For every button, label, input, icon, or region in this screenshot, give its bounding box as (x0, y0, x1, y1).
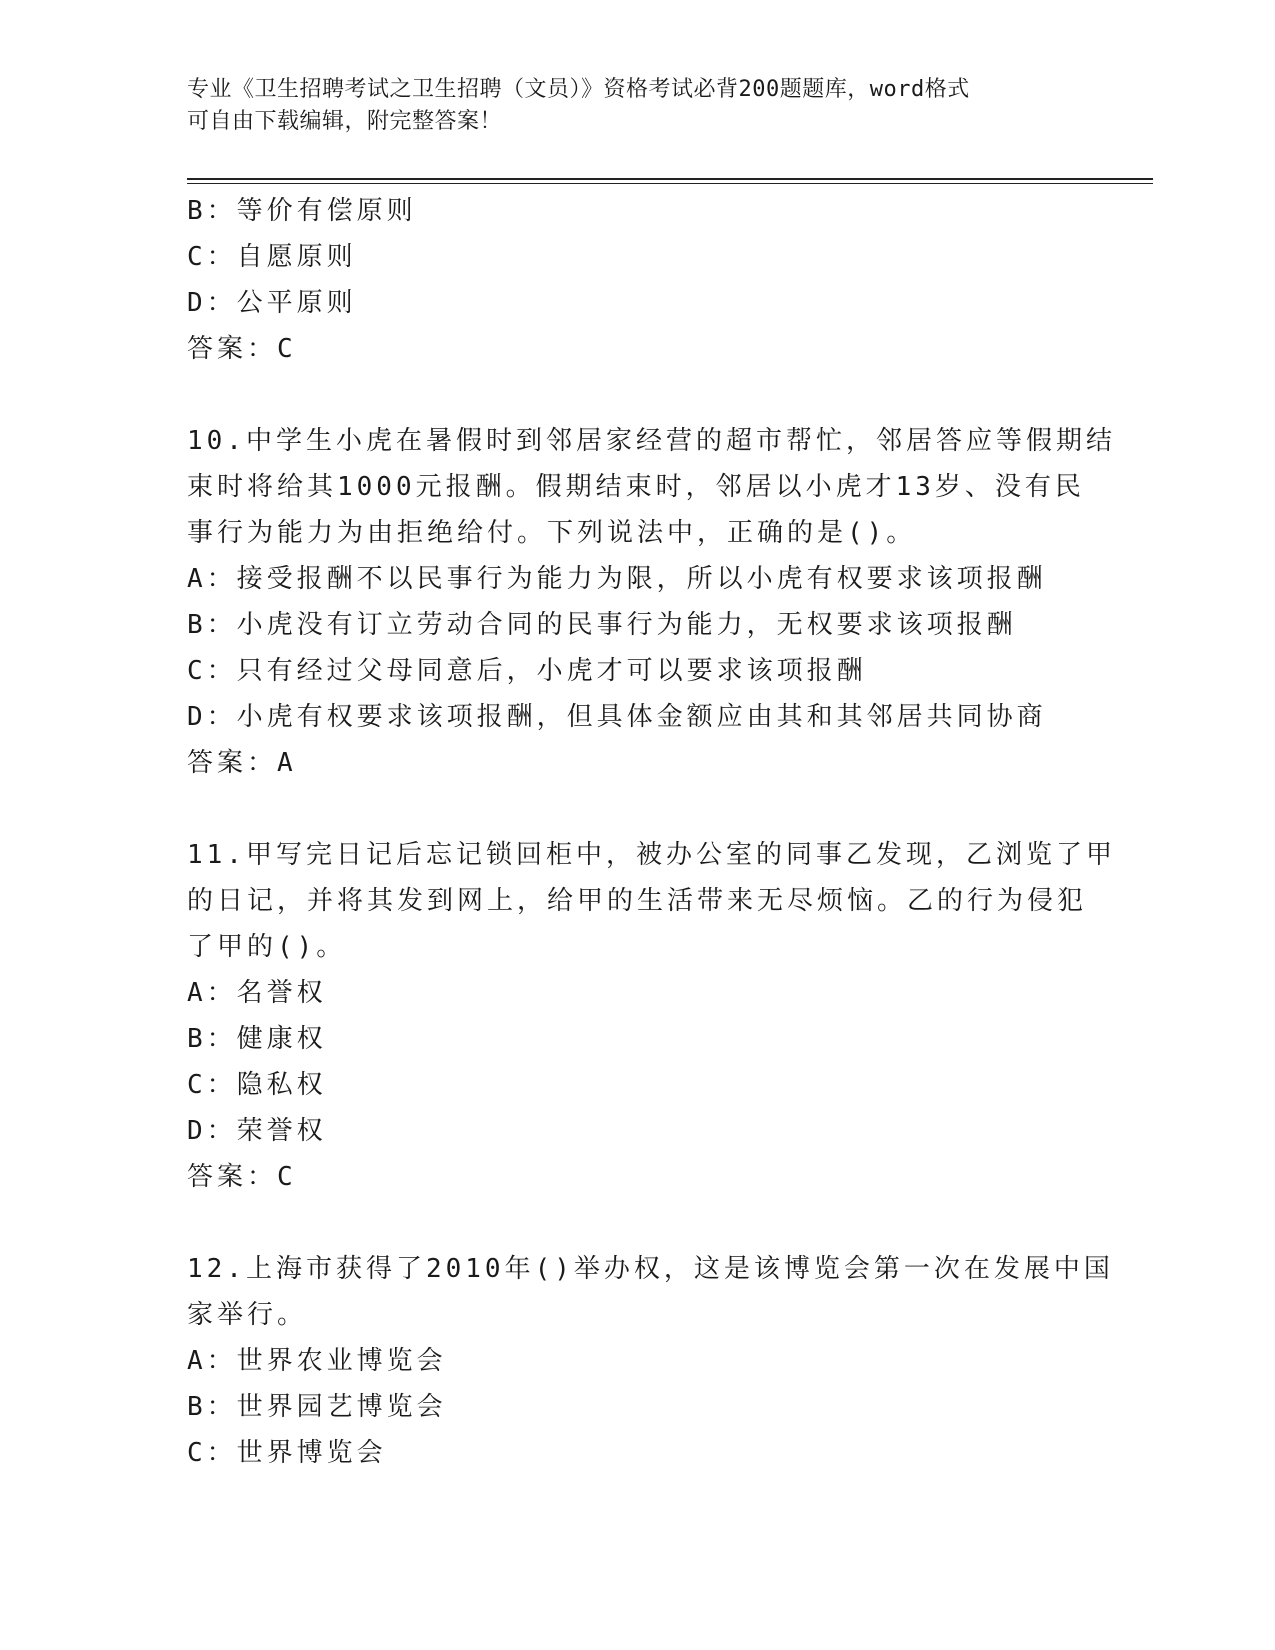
question-stem-line: 事行为能力为由拒绝给付。下列说法中，正确的是()。 (187, 518, 917, 548)
question-stem-line: 束时将给其1000元报酬。假期结束时，邻居以小虎才13岁、没有民 (187, 472, 1085, 502)
option-d: D：小虎有权要求该项报酬，但具体金额应由其和其邻居共同协商 (187, 702, 1047, 732)
question-12 (187, 1246, 1114, 1476)
option-b: B：等价有偿原则 (187, 196, 417, 226)
question-11 (187, 832, 1116, 1200)
option-a: A：世界农业博览会 (187, 1346, 447, 1376)
header-line-1: 专业《卫生招聘考试之卫生招聘（文员）》资格考试必背200题题库，word格式 (187, 77, 970, 102)
option-c: C：隐私权 (187, 1070, 327, 1100)
question-stem-line: 家举行。 (187, 1300, 308, 1330)
question-10 (187, 418, 1116, 786)
header-divider-thin (187, 183, 1153, 184)
option-b: B：小虎没有订立劳动合同的民事行为能力，无权要求该项报酬 (187, 610, 1017, 640)
option-d: D：荣誉权 (187, 1116, 327, 1146)
question-stem-line: 了甲的()。 (187, 932, 347, 962)
question-list (187, 188, 1116, 1476)
option-c: C：只有经过父母同意后，小虎才可以要求该项报酬 (187, 656, 867, 686)
option-b: B：健康权 (187, 1024, 327, 1054)
spacer (187, 372, 1087, 418)
option-d: D：公平原则 (187, 288, 357, 318)
document-header (187, 74, 1087, 138)
question-stem-line: 12.上海市获得了2010年()举办权，这是该博览会第一次在发展中国 (187, 1254, 1114, 1284)
header-divider-thick (187, 178, 1153, 180)
option-c: C：自愿原则 (187, 242, 357, 272)
spacer (187, 1200, 1087, 1246)
continued-question (187, 188, 1087, 372)
question-stem-line: 11.甲写完日记后忘记锁回柜中，被办公室的同事乙发现，乙浏览了甲 (187, 840, 1116, 870)
option-b: B：世界园艺博览会 (187, 1392, 447, 1422)
header-line-2: 可自由下载编辑，附完整答案！ (187, 109, 503, 134)
option-a: A：名誉权 (187, 978, 327, 1008)
option-a: A：接受报酬不以民事行为能力为限，所以小虎有权要求该项报酬 (187, 564, 1047, 594)
question-stem-line: 10.中学生小虎在暑假时到邻居家经营的超市帮忙，邻居答应等假期结 (187, 426, 1116, 456)
question-stem-line: 的日记，并将其发到网上，给甲的生活带来无尽烦恼。乙的行为侵犯 (187, 886, 1088, 916)
answer: 答案：C (187, 334, 297, 364)
answer: 答案：A (187, 748, 297, 778)
option-c: C：世界博览会 (187, 1438, 387, 1468)
spacer (187, 786, 1087, 832)
answer: 答案：C (187, 1162, 297, 1192)
